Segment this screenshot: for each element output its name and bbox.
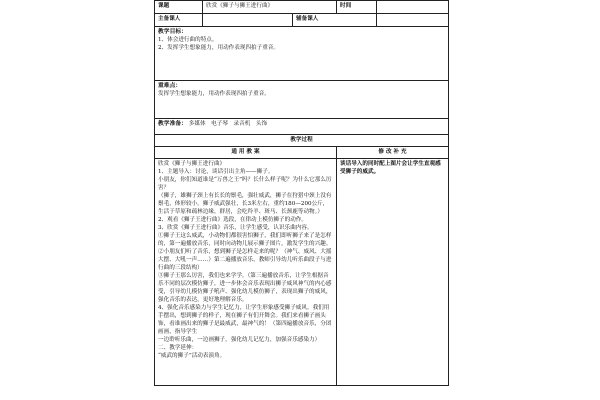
lesson-plan-table (154, 0, 449, 386)
preparer-row (155, 14, 449, 27)
body-line: 2、观看《狮子王进行曲》选段，在律动上模仿狮子的动作。 (158, 217, 307, 223)
key-cell (155, 81, 449, 119)
col-revision-header: 修 改 补 充 (337, 147, 449, 159)
key-row (155, 81, 449, 119)
lead-value (203, 14, 293, 27)
lesson-plan-page (154, 0, 448, 400)
body-line: 二、教学延伸： (158, 345, 198, 351)
prep-row (155, 119, 449, 135)
prep-title: 教学准备： (158, 121, 187, 127)
topic-label: 课题 (155, 1, 203, 14)
goals-cell (155, 27, 449, 81)
body-line: ②小朋友们听了音乐，想到狮子是怎样走来的呢？（神气、威风、大摇大摆、大吼一声……）第二遍播放音乐，教师引导幼儿听乐曲段子与进行曲的三段结构） (158, 249, 332, 271)
prep-value: 多媒体 电子琴 录音机 头饰 (188, 121, 268, 127)
col-general-header: 通 用 教 案 (155, 147, 337, 159)
topic-row (155, 1, 449, 14)
body-line: （狮子，雄狮子颈上有长长的鬃毛，强壮威武，狮子在狩猎中颈上没有鬃毛，体形较小。狮子威武强壮，长3米左右，重约180—200公斤，生活于草原和疏林边缘，群居，会吃羚羊、斑马、长颈鹿等动物。） (158, 193, 332, 215)
body-line: 欣赏《狮子与狮王进行曲》 (158, 161, 226, 167)
goal-line: 2、发挥学生想象能力，用动作表现四拍子重音。 (158, 45, 280, 51)
assist-label: 辅备课人 (293, 14, 377, 27)
process-title-row (155, 135, 449, 147)
process-body-cell (155, 159, 337, 386)
goals-title: 教学目标： (158, 29, 187, 35)
topic-value: 欣赏《狮子与狮王进行曲》 (203, 1, 337, 14)
key-title: 重难点： (158, 83, 182, 89)
body-line: ①狮子王这么威武，小动物们都很害怕狮子，我们即听狮子来了是怎样的，第一遍播放音乐，同时向动物儿展示狮子图片，激发学生的兴趣。 (158, 233, 332, 247)
body-line: “威武的狮子”活动表演角。 (158, 353, 226, 359)
time-label: 时间 (337, 1, 377, 14)
body-line: 4、强化音乐感染力与学生记忆力，让学生形象感受狮子威风。我们用手摆出，想到狮子的样子，现在狮子有们开舞会。我们来看狮子画头饰，看谁画出来的狮子是最威武，最神气的！（第四遍播放音乐，分团画画，指导学生 (158, 305, 332, 335)
time-value (377, 1, 449, 14)
body-line: 一边聆听乐曲，一边画狮子，强化幼儿记忆力，加强音乐感染力） (158, 337, 321, 343)
lead-label: 主备课人 (155, 14, 203, 27)
process-title: 教学过程 (155, 135, 449, 147)
body-line: 小朋友，你们知道谁是“万兽之王”吗？长什么样子呢？为什么它那么厉害？ (158, 177, 332, 191)
body-line: 3、欣赏《狮子王进行曲》音乐，让学生感受，认识乐曲内容。 (158, 225, 313, 231)
process-body-row (155, 159, 449, 386)
process-header-row (155, 147, 449, 159)
body-line: ③狮子王那么厉害，我们也来学学。（第三遍播放音乐，让学生根据音乐不同的层次模仿狮子，进一步体会音乐表现出狮子威风神气的内心感受，引导幼儿模仿狮子吼声、强化幼儿模仿狮子，表现出狮子的威风，强化音乐的表达，更好地理解音乐。 (158, 273, 332, 303)
key-line: 发挥学生想象能力，用动作表现四拍子重音。 (158, 91, 270, 97)
prep-cell (155, 119, 449, 135)
assist-value (377, 14, 449, 27)
goal-line: 1、体会进行曲的特点。 (158, 37, 218, 43)
revision-note: 谈话导入的同时配上图片会让学生直观感受狮子的威武。 (340, 161, 441, 175)
goals-row (155, 27, 449, 81)
revision-cell (337, 159, 449, 386)
body-line: 1、主题导入：讨论，谈话引出主角——狮子。 (158, 169, 274, 175)
